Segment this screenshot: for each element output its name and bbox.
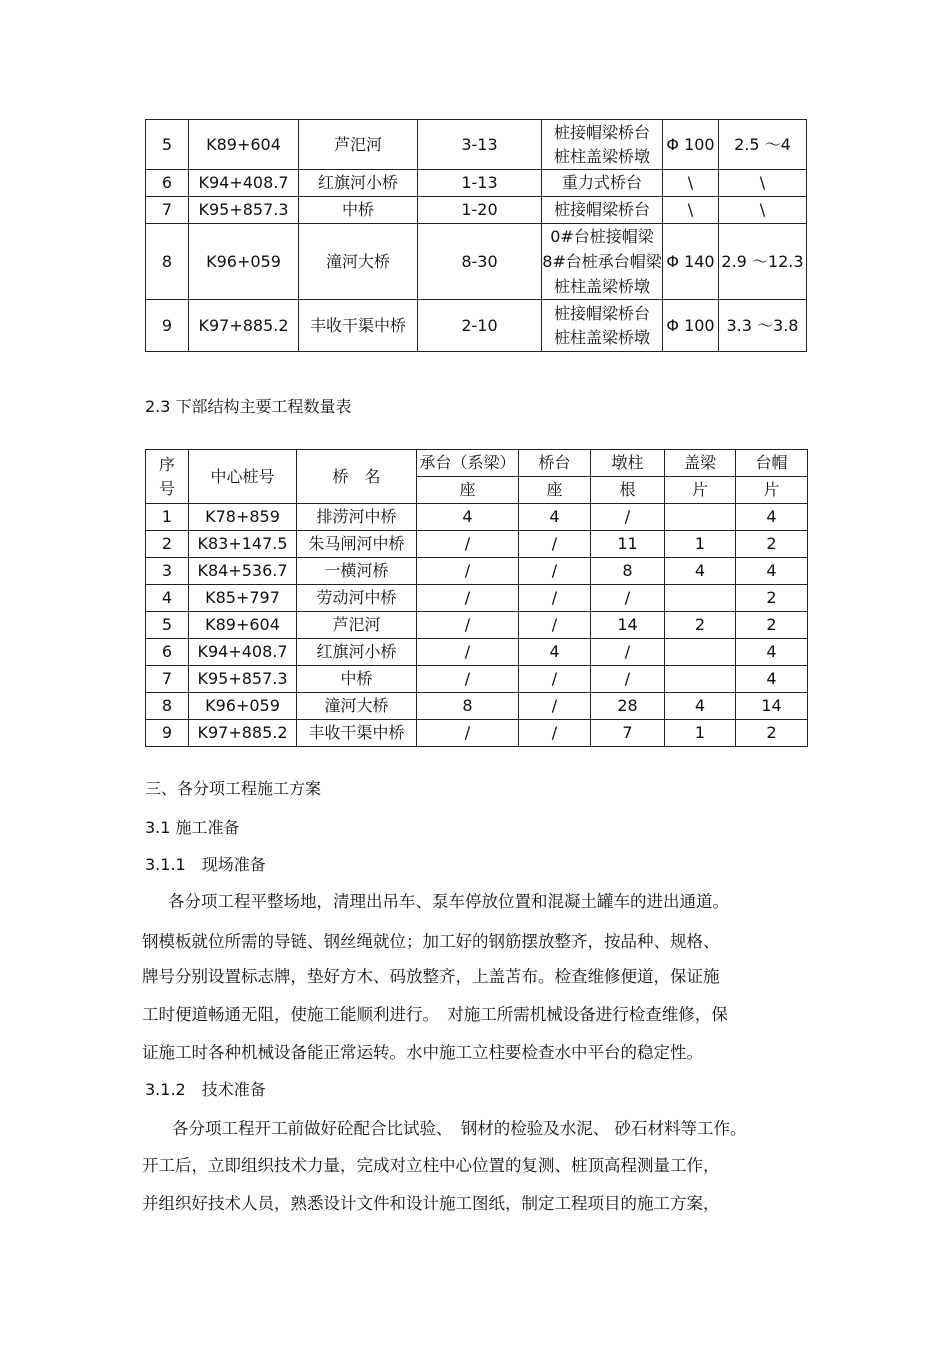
tai-cell: 14 [736, 693, 808, 720]
structure-cell [542, 170, 663, 197]
seq-cell: 8 [146, 693, 189, 720]
bridge-name-cell: 潼河大桥 [299, 224, 418, 300]
tai-cell: 4 [736, 639, 808, 666]
table-row [146, 720, 808, 747]
structure-line: 桩接帽梁桥台 [553, 122, 650, 142]
table-row [146, 170, 807, 197]
abutment-cell: / [519, 720, 591, 747]
bridge-name-cell: 芦汜河 [299, 120, 418, 170]
tai-cell: 2 [736, 531, 808, 558]
header-name: 桥 名 [297, 450, 417, 504]
station-cell: K78+859 [189, 504, 297, 531]
abutment-cell: / [519, 666, 591, 693]
table-row [146, 504, 808, 531]
structure-line: 8#台桩承台帽梁 [542, 252, 662, 271]
pier-cell: / [591, 504, 665, 531]
header-cap: 承台（系梁） [417, 450, 519, 477]
table-header-row [146, 450, 808, 477]
tai-cell: 4 [736, 666, 808, 693]
header-station: 中心桩号 [189, 450, 297, 504]
bridge-name-cell: 劳动河中桥 [297, 585, 417, 612]
tai-cell: 2 [736, 612, 808, 639]
bridge-name-cell: 朱马闸河中桥 [297, 531, 417, 558]
structure-line: 重力式桥台 [561, 173, 642, 192]
para1-line-3: 牌号分别设置标志牌，垫好方木、码放整齐，上盖苫布。检查维修便道，保证施 [142, 967, 720, 986]
pile-diameter-cell: Φ 100 [663, 300, 719, 352]
span-cell: 3-13 [418, 120, 542, 170]
bridge-name-cell: 芦汜河 [297, 612, 417, 639]
unit-tai: 片 [736, 477, 808, 504]
bridge-name-cell: 红旗河小桥 [299, 170, 418, 197]
bridge-name-cell: 丰收干渠中桥 [297, 720, 417, 747]
table-row [146, 558, 808, 585]
length-cell: \ [719, 170, 807, 197]
tai-cell: 4 [736, 558, 808, 585]
tai-cell: 2 [736, 720, 808, 747]
unit-abutment: 座 [519, 477, 591, 504]
table-row [146, 666, 808, 693]
structure-cell [542, 224, 663, 300]
row-number-cell: 7 [146, 197, 189, 224]
cap-cell: 4 [417, 504, 519, 531]
header-pier: 墩柱 [591, 450, 665, 477]
unit-pier: 根 [591, 477, 665, 504]
beam-cell: 4 [665, 693, 736, 720]
table-row [146, 585, 808, 612]
row-number-cell: 6 [146, 170, 189, 197]
beam-cell: 4 [665, 558, 736, 585]
seq-cell: 2 [146, 531, 189, 558]
abutment-cell: 4 [519, 504, 591, 531]
station-cell: K89+604 [189, 612, 297, 639]
structure-line: 桩柱盖梁桥墩 [553, 277, 650, 296]
para1-line-2: 钢模板就位所需的导链、钢丝绳就位；加工好的钢筋摆放整齐，按品种、规格、 [142, 932, 720, 951]
span-cell: 1-13 [418, 170, 542, 197]
row-number-cell: 5 [146, 120, 189, 170]
cap-cell: / [417, 531, 519, 558]
beam-cell [665, 666, 736, 693]
pile-diameter-cell: \ [663, 197, 719, 224]
beam-cell [665, 639, 736, 666]
seq-cell: 5 [146, 612, 189, 639]
table-row [146, 120, 807, 170]
cap-cell: / [417, 720, 519, 747]
header-beam: 盖梁 [665, 450, 736, 477]
seq-cell: 9 [146, 720, 189, 747]
structure-line: 桩接帽梁桥台 [553, 200, 650, 219]
length-cell: 2.9 ～12.3 [719, 224, 807, 300]
cap-cell: / [417, 639, 519, 666]
seq-cell: 1 [146, 504, 189, 531]
row-number-cell: 8 [146, 224, 189, 300]
table-row [146, 300, 807, 352]
station-cell: K85+797 [189, 585, 297, 612]
tai-cell: 2 [736, 585, 808, 612]
pier-cell: / [591, 585, 665, 612]
bridge-name-cell: 红旗河小桥 [297, 639, 417, 666]
length-cell: 3.3 ～3.8 [719, 300, 807, 352]
abutment-cell: 4 [519, 639, 591, 666]
pier-cell: 28 [591, 693, 665, 720]
pier-cell: / [591, 639, 665, 666]
structure-line: 桩柱盖梁桥墩 [553, 327, 650, 347]
structure-line: 桩接帽梁桥台 [553, 303, 650, 323]
length-cell: 2.5 ～4 [719, 120, 807, 170]
beam-cell [665, 504, 736, 531]
station-cell: K89+604 [189, 120, 299, 170]
station-cell: K94+408.7 [189, 170, 299, 197]
station-cell: K83+147.5 [189, 531, 297, 558]
station-cell: K97+885.2 [189, 720, 297, 747]
unit-beam: 片 [665, 477, 736, 504]
pier-cell: 7 [591, 720, 665, 747]
pier-cell: 8 [591, 558, 665, 585]
seq-cell: 6 [146, 639, 189, 666]
abutment-cell: / [519, 585, 591, 612]
station-cell: K95+857.3 [189, 197, 299, 224]
span-cell: 8-30 [418, 224, 542, 300]
beam-cell: 1 [665, 531, 736, 558]
cap-cell: 8 [417, 693, 519, 720]
section-3-1-1-heading: 3.1.1 现场准备 [145, 855, 266, 874]
cap-cell: / [417, 558, 519, 585]
tai-cell: 4 [736, 504, 808, 531]
table-row [146, 197, 807, 224]
row-number-cell: 9 [146, 300, 189, 352]
station-cell: K96+059 [189, 693, 297, 720]
station-cell: K94+408.7 [189, 639, 297, 666]
structure-line: 0#台桩接帽梁 [550, 227, 654, 246]
para2-line-3: 并组织好技术人员，熟悉设计文件和设计施工图纸，制定工程项目的施工方案， [142, 1194, 720, 1213]
structure-cell [542, 120, 663, 170]
para2-line-1: 各分项工程开工前做好砼配合比试验、 钢材的检验及水泥、 砂石材料等工作。 [172, 1119, 747, 1138]
abutment-cell: / [519, 558, 591, 585]
table-row [146, 612, 808, 639]
section-3-1-heading: 3.1 施工准备 [145, 818, 240, 837]
para1-line-5: 证施工时各种机械设备能正常运转。水中施工立柱要检查水中平台的稳定性。 [142, 1043, 703, 1062]
bridge-name-cell: 丰收干渠中桥 [299, 300, 418, 352]
table-row [146, 639, 808, 666]
seq-cell: 4 [146, 585, 189, 612]
pile-diameter-cell: Φ 100 [663, 120, 719, 170]
bridge-name-cell: 中桥 [297, 666, 417, 693]
station-cell: K95+857.3 [189, 666, 297, 693]
beam-cell: 2 [665, 612, 736, 639]
span-cell: 2-10 [418, 300, 542, 352]
station-cell: K96+059 [189, 224, 299, 300]
seq-cell: 7 [146, 666, 189, 693]
station-cell: K97+885.2 [189, 300, 299, 352]
section-2-3-heading: 2.3 下部结构主要工程数量表 [145, 397, 352, 416]
span-cell: 1-20 [418, 197, 542, 224]
pier-cell: / [591, 666, 665, 693]
para2-line-2: 开工后，立即组织技术力量，完成对立柱中心位置的复测、桩顶高程测量工作， [142, 1156, 720, 1175]
section-3-heading: 三、各分项工程施工方案 [145, 779, 322, 798]
para1-line-1: 各分项工程平整场地，清理出吊车、泵车停放位置和混凝土罐车的进出通道。 [168, 892, 729, 911]
abutment-cell: / [519, 612, 591, 639]
bridge-name-cell: 一横河桥 [297, 558, 417, 585]
station-cell: K84+536.7 [189, 558, 297, 585]
cap-cell: / [417, 612, 519, 639]
cap-cell: / [417, 666, 519, 693]
bridge-name-cell: 中桥 [299, 197, 418, 224]
pile-diameter-cell: \ [663, 170, 719, 197]
table-row [146, 224, 807, 300]
abutment-cell: / [519, 531, 591, 558]
header-abutment: 桥台 [519, 450, 591, 477]
pier-cell: 11 [591, 531, 665, 558]
structure-line: 桩柱盖梁桥墩 [553, 146, 650, 166]
table-row [146, 693, 808, 720]
header-seq: 序号 [146, 450, 189, 504]
structure-cell [542, 300, 663, 352]
bridge-pile-table [145, 119, 807, 352]
beam-cell [665, 585, 736, 612]
quantity-table [145, 449, 808, 747]
cap-cell: / [417, 585, 519, 612]
beam-cell: 1 [665, 720, 736, 747]
unit-cap: 座 [417, 477, 519, 504]
header-tai: 台帽 [736, 450, 808, 477]
abutment-cell: / [519, 693, 591, 720]
structure-cell [542, 197, 663, 224]
bridge-name-cell: 排涝河中桥 [297, 504, 417, 531]
bridge-name-cell: 潼河大桥 [297, 693, 417, 720]
para1-line-4: 工时便道畅通无阻，使施工能顺利进行。 对施工所需机械设备进行检查维修，保 [142, 1005, 728, 1024]
pile-diameter-cell: Φ 140 [663, 224, 719, 300]
seq-cell: 3 [146, 558, 189, 585]
table-row [146, 531, 808, 558]
pier-cell: 14 [591, 612, 665, 639]
length-cell: \ [719, 197, 807, 224]
section-3-1-2-heading: 3.1.2 技术准备 [145, 1080, 266, 1099]
